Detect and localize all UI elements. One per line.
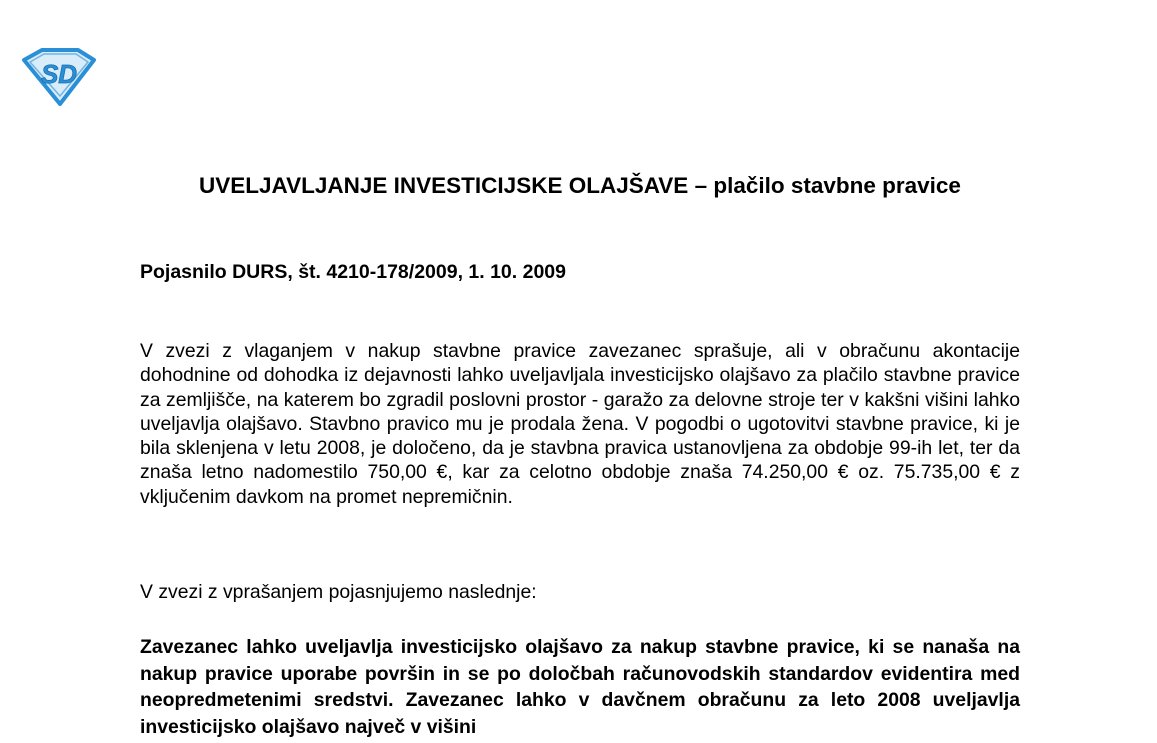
body-paragraph-question: V zvezi z vlaganjem v nakup stavbne pravice zavezanec sprašuje, ali v obračunu akontacije dohodnine od dohodka iz dejavnosti lahko uveljavljala investicijsko olajšavo za plačilo stavbne pravice za zemljišče, na katerem bo zgradil poslovni prostor - garažo za delovne stroje ter v kakšni višini lahko uveljavlja olajšavo. Stavbno pravico mu je prodala žena. V pogodbi o ugotovitvi stavbne pravice, ki je bila sklenjena v letu 2008, je določeno, da je stavbna pravica ustanovljena za obdobje 99-ih let, ter da znaša letno nadomestilo 750,00 €, kar za celotno obdobje znaša 74.250,00 € oz. 75.735,00 € z vključenim davkom na promet nepremičnin. — [140, 340, 1020, 508]
document-title: UVELJAVLJANJE INVESTICIJSKE OLAJŠAVE – plačilo stavbne pravice — [199, 173, 961, 198]
document-reference: Pojasnilo DURS, št. 4210-178/2009, 1. 10. 2009 — [140, 261, 566, 283]
body-paragraph-intro: V zvezi z vprašanjem pojasnjujemo naslednje: — [140, 581, 537, 603]
svg-text:SD: SD — [40, 59, 78, 89]
body-paragraph-answer: Zavezanec lahko uveljavlja investicijsko olajšavo za nakup stavbne pravice, ki se nanaša na nakup pravice uporabe površin in se po določbah računovodskih standardov evidentira med neopredmetenimi sredstvi. Zavezanec lahko v davčnem obračunu za leto 2008 uveljavlja investicijsko olajšavo največ v višini — [140, 636, 1020, 738]
company-logo-icon — [20, 48, 98, 106]
